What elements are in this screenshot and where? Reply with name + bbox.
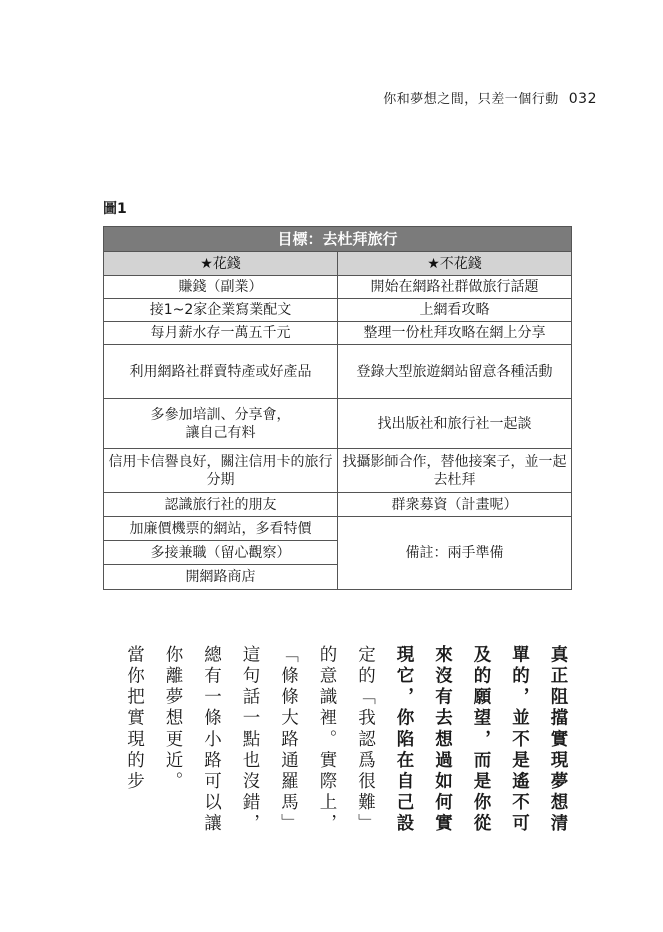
table-cell: 多接兼職（留心觀察） <box>104 541 338 565</box>
table-cell: 上網看攻略 <box>338 299 572 322</box>
table-cell: 接1~2家企業寫業配文 <box>104 299 338 322</box>
text-column: 當你把實現的步 <box>124 645 145 793</box>
table-row <box>104 276 572 299</box>
table-row <box>104 345 572 399</box>
table-cell: 利用網路社群賣特產或好產品 <box>104 345 338 399</box>
table-cell: 開始在網路社群做旅行話題 <box>338 276 572 299</box>
col-header-spend: ★花錢 <box>104 252 338 276</box>
figure-label: 圖1 <box>103 201 127 217</box>
table-row <box>104 299 572 322</box>
note-cell: 備註：兩手準備 <box>338 517 572 590</box>
text-column: 定的「我認爲很難」 <box>355 645 376 835</box>
table-cell: 賺錢（副業） <box>104 276 338 299</box>
goal-table <box>103 226 572 590</box>
body-text <box>115 645 577 855</box>
text-column: 來沒有去想過如何實 <box>432 645 453 835</box>
table-row <box>104 322 572 345</box>
text-column: 真正阻擋實現夢想清 <box>548 645 568 835</box>
text-column: 你離夢想更近。 <box>163 645 183 793</box>
text-column: 現它，你陷在自己設 <box>394 645 414 835</box>
table-cell: 找攝影師合作，替他接案子，並一起去杜拜 <box>338 449 572 493</box>
table-cell: 信用卡信譽良好，關注信用卡的旅行分期 <box>104 449 338 493</box>
text-column: 單的，並不是遙不可 <box>509 645 530 835</box>
table-cell: 多參加培訓、分享會， 讓自己有料 <box>104 399 338 449</box>
text-column: 及的願望，而是你從 <box>471 645 491 835</box>
table-row <box>104 399 572 449</box>
text-column: 這句話一點也沒錯， <box>240 645 260 835</box>
table-cell: 每月薪水存一萬五千元 <box>104 322 338 345</box>
table-row <box>104 449 572 493</box>
table-row <box>104 517 572 541</box>
table-cell: 找出版社和旅行社一起談 <box>338 399 572 449</box>
text-column: 的意識裡。實際上， <box>317 645 337 835</box>
table-cell: 登錄大型旅遊網站留意各種活動 <box>338 345 572 399</box>
page-number: 032 <box>568 91 597 107</box>
table-cell: 認識旅行社的朋友 <box>104 493 338 517</box>
running-header <box>383 88 597 107</box>
table-cell: 整理一份杜拜攻略在網上分享 <box>338 322 572 345</box>
table-cell: 開網路商店 <box>104 565 338 590</box>
table-title: 目標：去杜拜旅行 <box>104 227 572 252</box>
header-title: 你和夢想之間，只差一個行動 <box>383 92 559 107</box>
table-cell: 群衆募資（計畫呢） <box>338 493 572 517</box>
text-column: 總有一條小路可以讓 <box>201 645 222 835</box>
col-header-no-spend: ★不花錢 <box>338 252 572 276</box>
table-cell: 加廉價機票的網站，多看特價 <box>104 517 338 541</box>
table-row <box>104 493 572 517</box>
text-column: 「條條大路通羅馬」 <box>278 645 299 835</box>
